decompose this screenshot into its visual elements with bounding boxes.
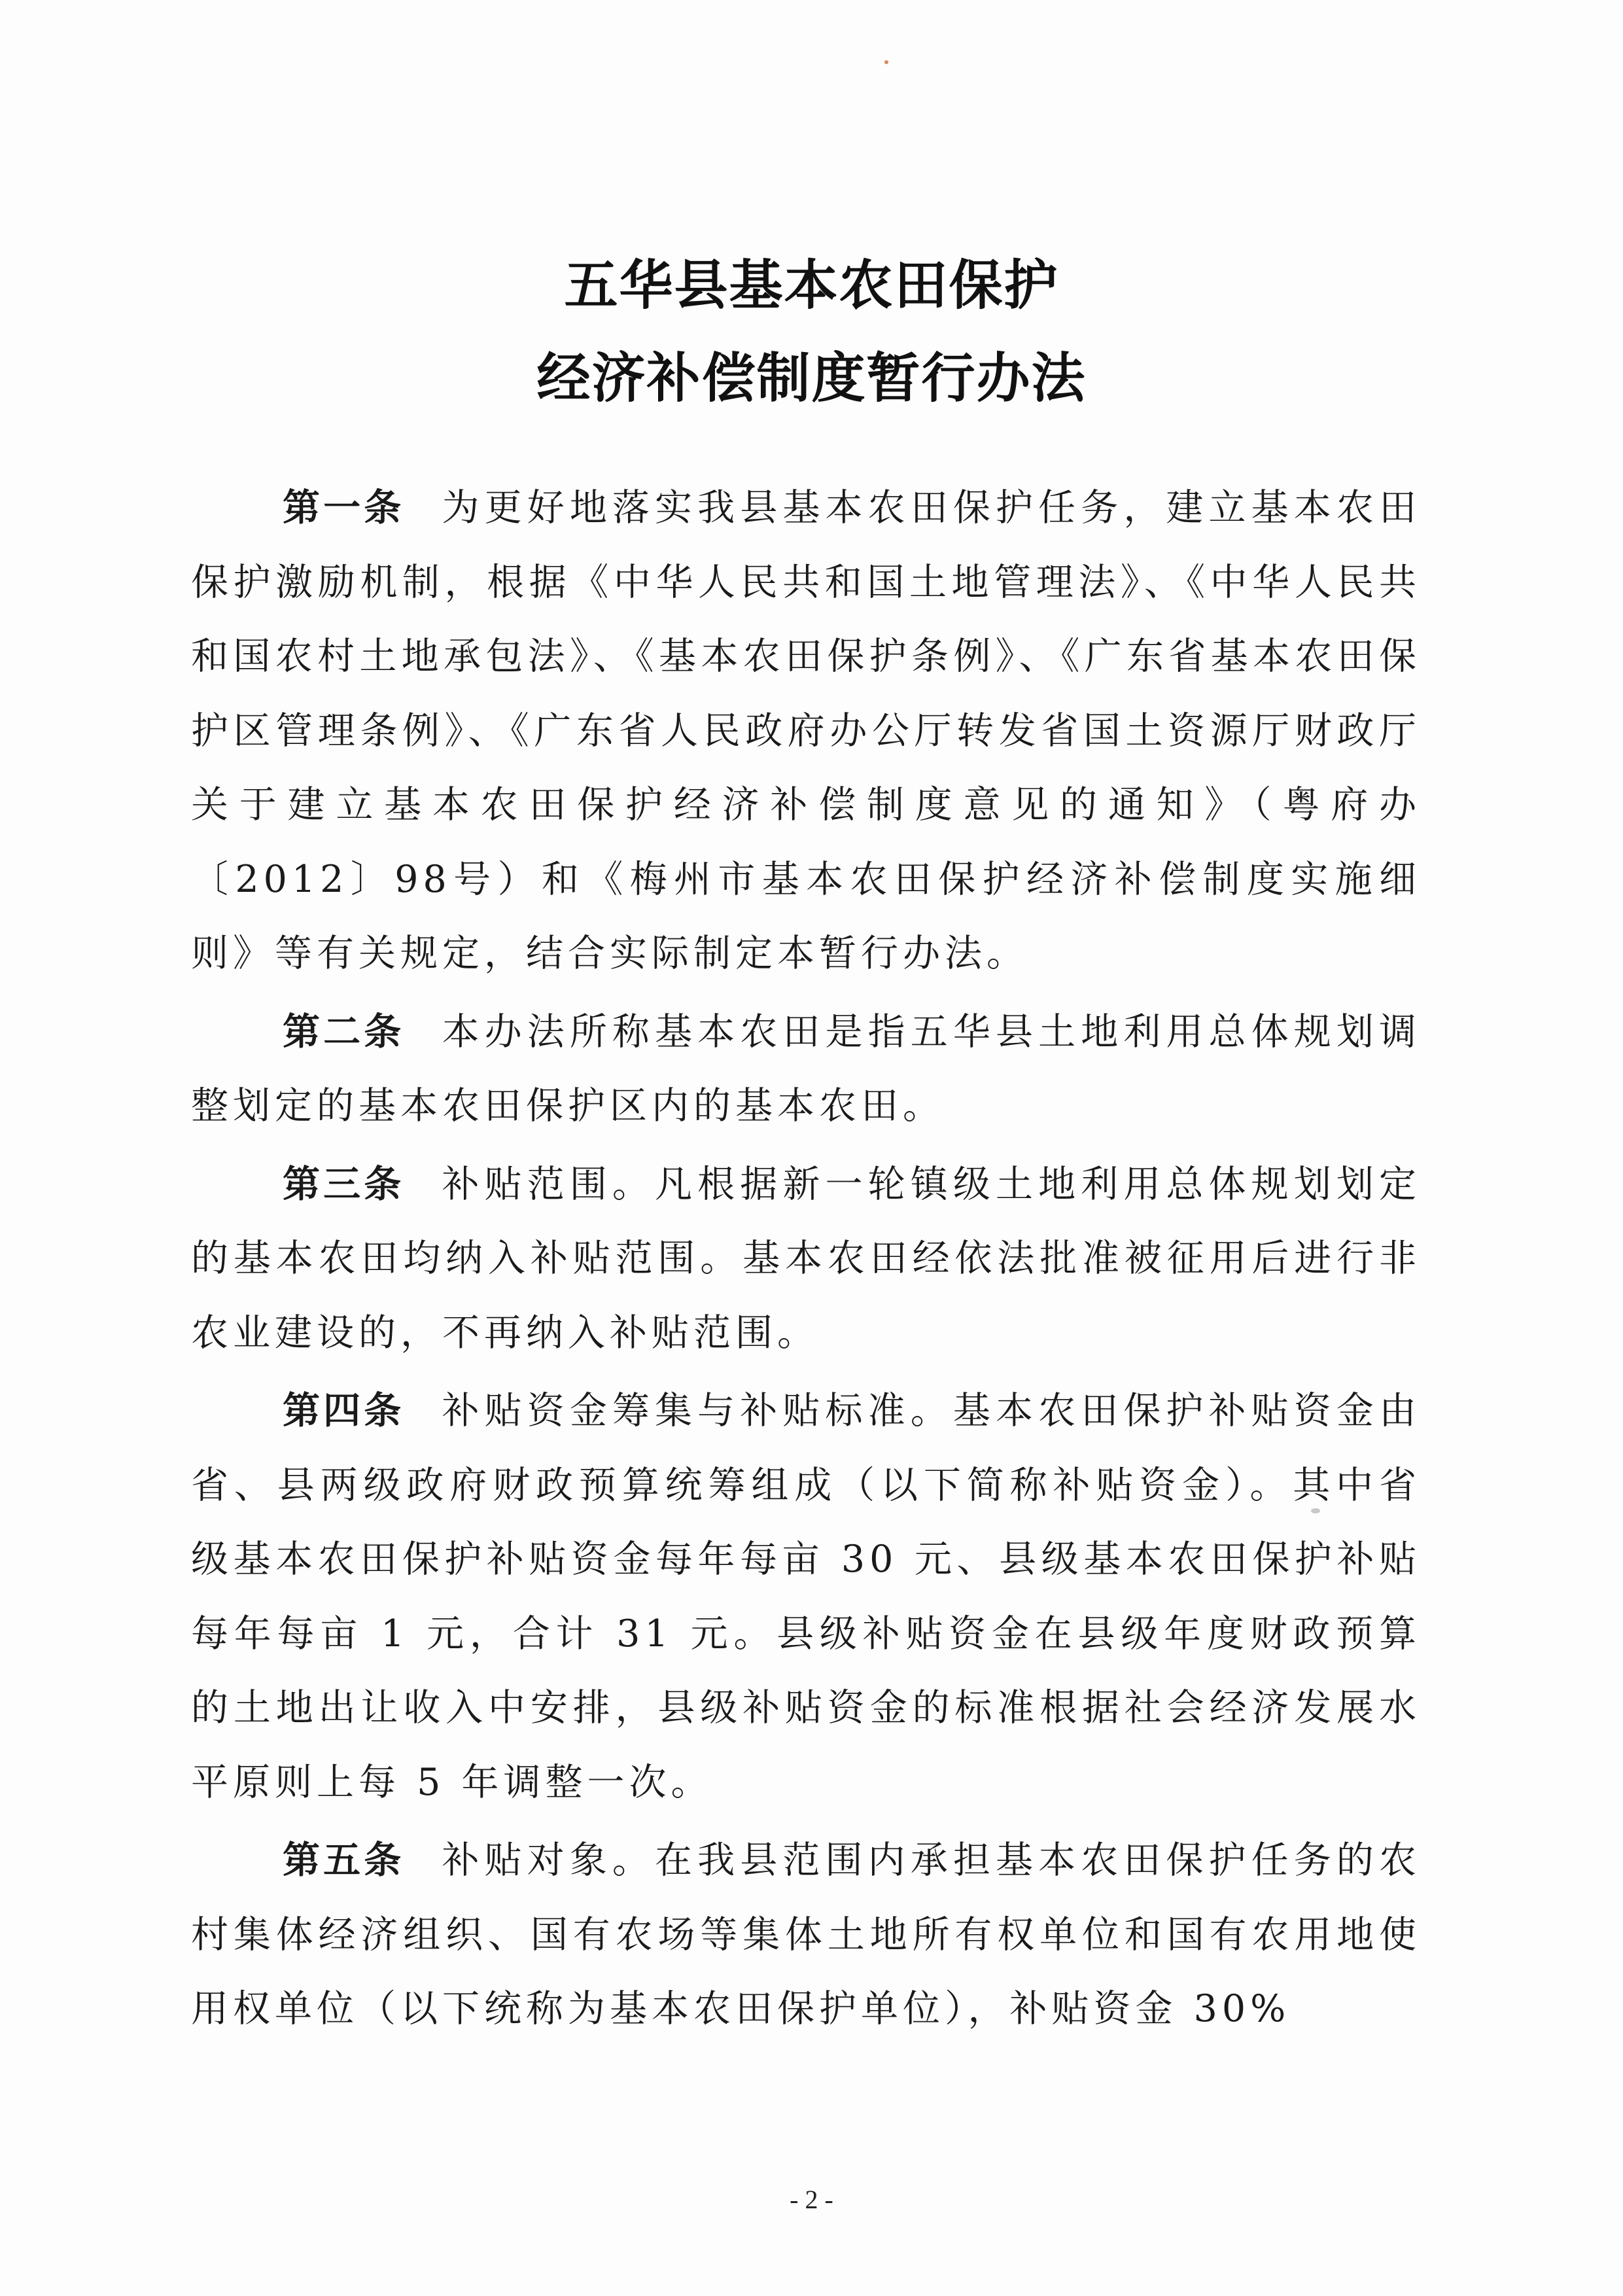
article-label: 第五条 [283,1839,405,1882]
article-text: 补贴资金筹集与补贴标准。基本农田保护补贴资金由省、县两级政府财政预算统筹组成（以下简称补贴资金）。其中省级基本农田保护补贴资金每年每亩 30 元、县级基本农田保护补贴每年每亩 1 元，合计 31 元。县级补贴资金在县级年度财政预算的土地出让收入中安排，县级补贴资金的标准根据社会经济发展水平原则上每 5 年调整一次。 [191,1389,1422,1804]
title-line-1: 五华县基本农田保护 [564,254,1059,317]
article-paragraph [191,995,1421,1144]
article-label: 第三条 [283,1162,405,1206]
article-label: 第四条 [283,1389,405,1432]
document-title [0,239,1623,425]
article-text: 本办法所称基本农田是指五华县土地利用总体规划调整划定的基本农田保护区内的基本农田。 [191,1010,1422,1127]
article-text: 补贴范围。凡根据新一轮镇级土地利用总体规划划定的基本农田均纳入补贴范围。基本农田经依法批准被征用后进行非农业建设的，不再纳入补贴范围。 [191,1162,1422,1354]
article-paragraph [191,471,1421,991]
article-label: 第一条 [283,486,405,529]
scan-speck [884,60,888,64]
title-line-2: 经济补偿制度暂行办法 [536,347,1087,410]
article-label: 第二条 [283,1010,405,1053]
article-paragraph [191,1374,1421,1820]
article-text: 为更好地落实我县基本农田保护任务，建立基本农田保护激励机制，根据《中华人民共和国土地管理法》、《中华人民共和国农村土地承包法》、《基本农田保护条例》、《广东省基本农田保护区管理条例》、《广东省人民政府办公厅转发省国土资源厅财政厅关于建立基本农田保护经济补偿制度意见的通知》（粤府办〔2012〕98号）和《梅州市基本农田保护经济补偿制度实施细则》等有关规定，结合实际制定本暂行办法。 [191,486,1422,975]
article-paragraph [191,1824,1421,2047]
document-body [191,471,1421,2051]
page-number: - 2 - [790,2185,833,2214]
article-text: 补贴对象。在我县范围内承担基本农田保护任务的农村集体经济组织、国有农场等集体土地所有权单位和国有农用地使用权单位（以下统称为基本农田保护单位），补贴资金 30% [191,1839,1422,2030]
article-paragraph [191,1148,1421,1371]
